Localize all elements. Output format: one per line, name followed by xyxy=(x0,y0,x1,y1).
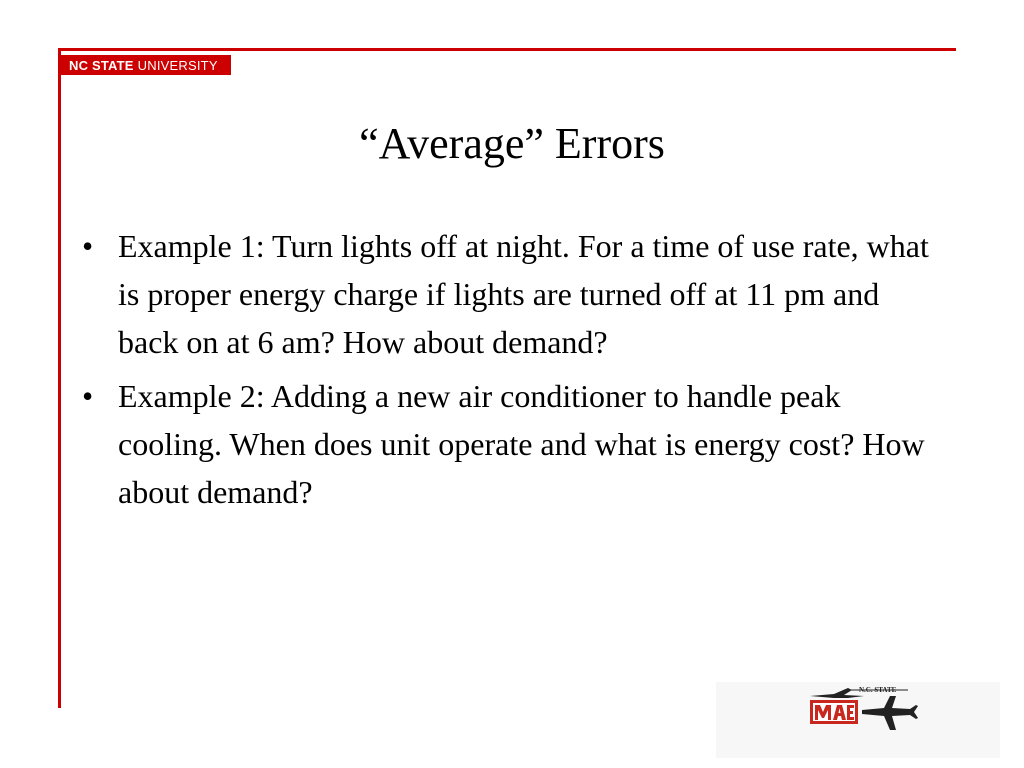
ncsu-logo xyxy=(61,55,231,75)
slide-title: “Average” Errors xyxy=(359,119,665,168)
svg-text:N.C. STATE: N.C. STATE xyxy=(859,686,897,694)
bullet-icon: • xyxy=(82,378,94,414)
bullet-list xyxy=(80,222,930,522)
top-border-line xyxy=(58,48,956,51)
bullet-icon: • xyxy=(82,228,94,264)
ncsu-logo-light-text: UNIVERSITY xyxy=(137,57,218,73)
ncsu-logo-bold-text: NC STATE xyxy=(69,57,134,73)
bullet-item-1 xyxy=(80,222,930,366)
mae-jet-icon xyxy=(804,680,920,738)
bullet-item-2 xyxy=(80,372,930,516)
bullet-text-2: Example 2: Adding a new air conditioner to handle peak cooling. When does unit operate and what is energy cost? How about demand? xyxy=(118,378,925,510)
bullet-text-1: Example 1: Turn lights off at night. For a time of use rate, what is proper energy charge if lights are turned off at 11 pm and back on at 6 am? How about demand? xyxy=(118,228,929,360)
